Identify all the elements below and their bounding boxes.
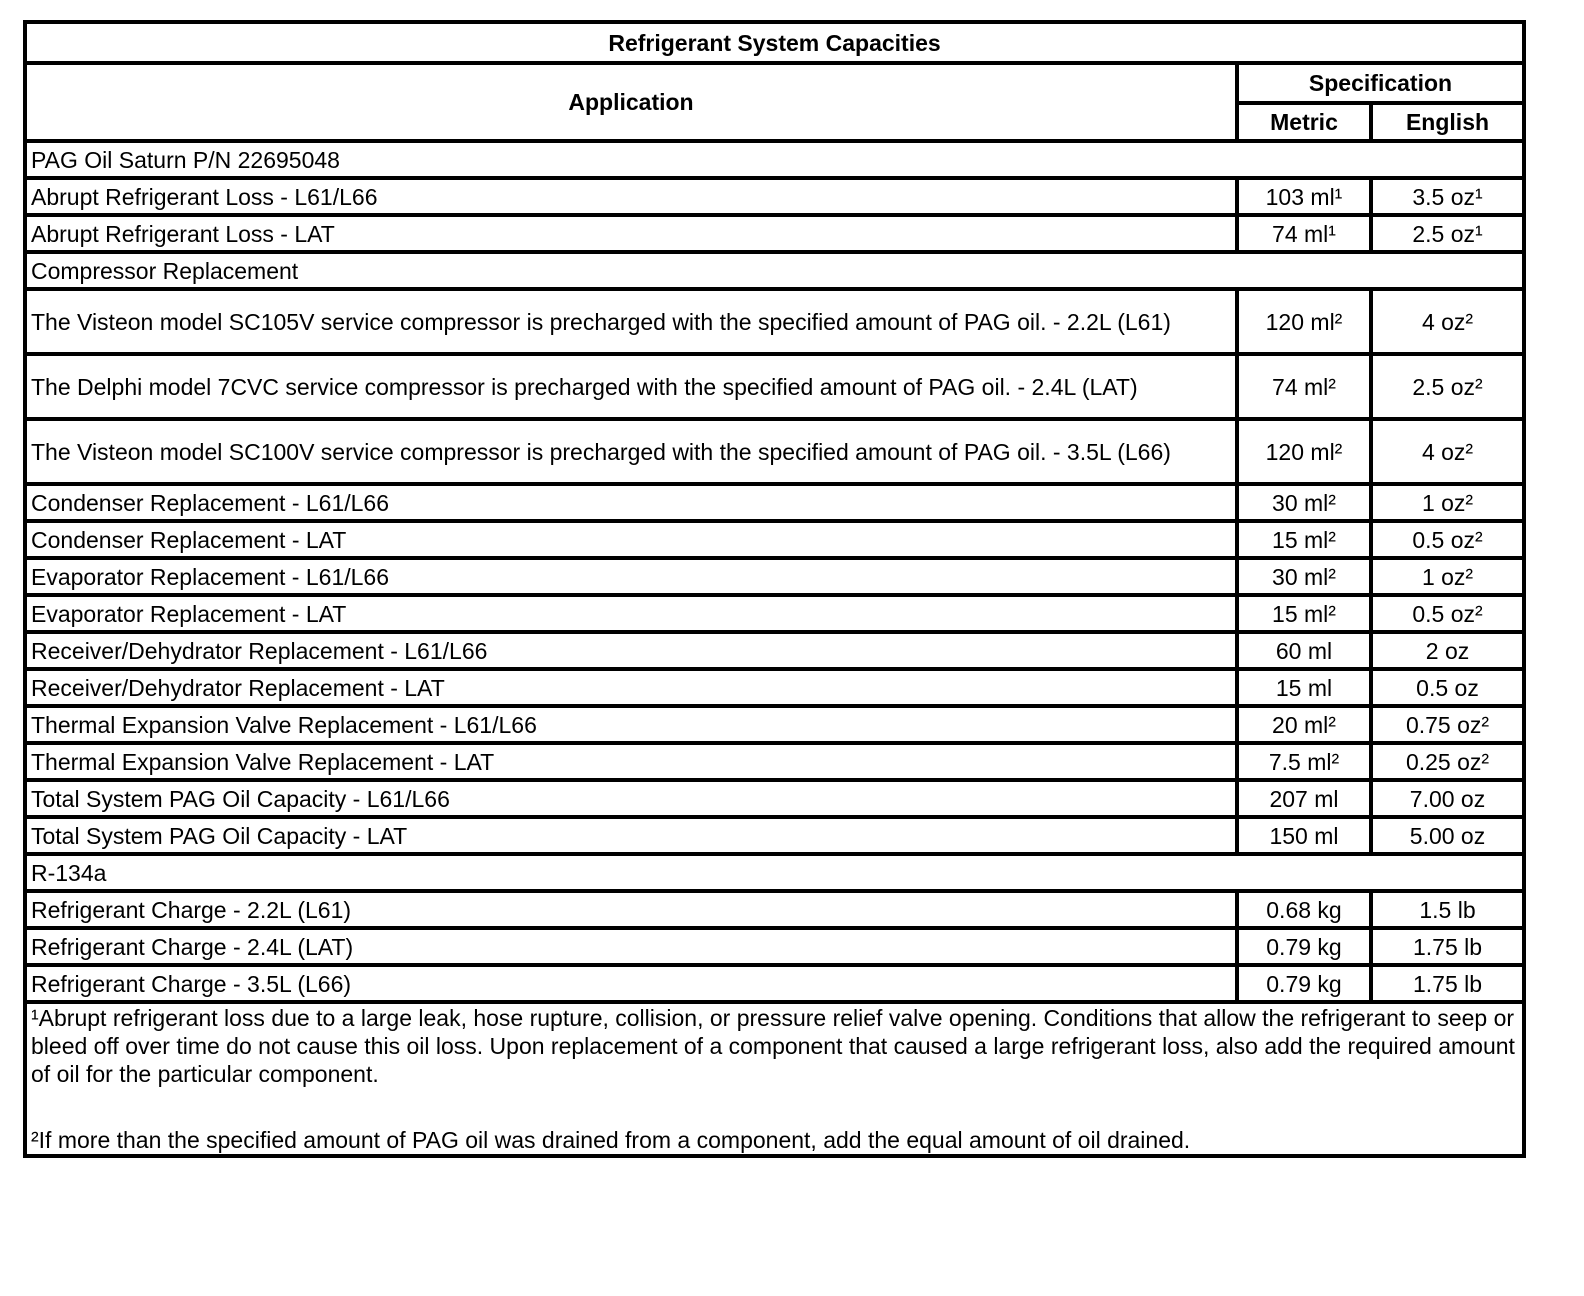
metric-cell: 207 ml <box>1237 780 1371 817</box>
table-row <box>25 891 1524 928</box>
application-cell: Evaporator Replacement - LAT <box>25 595 1237 632</box>
application-cell: Total System PAG Oil Capacity - LAT <box>25 817 1237 854</box>
table-row <box>25 780 1524 817</box>
table-row <box>25 521 1524 558</box>
table-title: Refrigerant System Capacities <box>25 22 1524 63</box>
english-cell: 4 oz² <box>1371 419 1524 484</box>
footnote-1: ¹Abrupt refrigerant loss due to a large leak, hose rupture, collision, or pressure relief valve opening. Conditions that allow the refrigerant to seep or bleed off over time do not cause this oil loss. Upon replacement of a component that caused a large refrigerant loss, also add the required amount of oil for the particular component. <box>31 1005 1515 1087</box>
application-cell: Refrigerant Charge - 3.5L (L66) <box>25 965 1237 1002</box>
table-row <box>25 743 1524 780</box>
header-specification: Specification <box>1237 63 1524 103</box>
application-cell: Total System PAG Oil Capacity - L61/L66 <box>25 780 1237 817</box>
metric-cell: 20 ml² <box>1237 706 1371 743</box>
metric-cell: 120 ml² <box>1237 419 1371 484</box>
english-cell: 0.5 oz² <box>1371 595 1524 632</box>
metric-cell: 74 ml¹ <box>1237 215 1371 252</box>
section-row <box>25 854 1524 891</box>
refrigerant-capacities-table <box>23 20 1526 1158</box>
section-row <box>25 252 1524 289</box>
application-cell: Thermal Expansion Valve Replacement - L61/L66 <box>25 706 1237 743</box>
metric-cell: 150 ml <box>1237 817 1371 854</box>
table-row <box>25 558 1524 595</box>
table-row <box>25 289 1524 354</box>
application-cell: Evaporator Replacement - L61/L66 <box>25 558 1237 595</box>
english-cell: 3.5 oz¹ <box>1371 178 1524 215</box>
english-cell: 5.00 oz <box>1371 817 1524 854</box>
application-cell: Receiver/Dehydrator Replacement - LAT <box>25 669 1237 706</box>
table-row <box>25 632 1524 669</box>
english-cell: 0.75 oz² <box>1371 706 1524 743</box>
metric-cell: 30 ml² <box>1237 484 1371 521</box>
metric-cell: 15 ml <box>1237 669 1371 706</box>
table-row <box>25 965 1524 1002</box>
english-cell: 2.5 oz² <box>1371 354 1524 419</box>
application-cell: Condenser Replacement - L61/L66 <box>25 484 1237 521</box>
english-cell: 1.75 lb <box>1371 965 1524 1002</box>
application-cell: The Delphi model 7CVC service compressor is precharged with the specified amount of PAG oil. - 2.4L (LAT) <box>25 354 1237 419</box>
english-cell: 1.5 lb <box>1371 891 1524 928</box>
metric-cell: 0.79 kg <box>1237 928 1371 965</box>
english-cell: 0.5 oz² <box>1371 521 1524 558</box>
table-row <box>25 354 1524 419</box>
english-cell: 4 oz² <box>1371 289 1524 354</box>
english-cell: 0.5 oz <box>1371 669 1524 706</box>
metric-cell: 60 ml <box>1237 632 1371 669</box>
header-english: English <box>1371 103 1524 141</box>
table-row <box>25 484 1524 521</box>
english-cell: 1 oz² <box>1371 558 1524 595</box>
table-row <box>25 706 1524 743</box>
application-cell: Condenser Replacement - LAT <box>25 521 1237 558</box>
section-row <box>25 141 1524 178</box>
metric-cell: 15 ml² <box>1237 595 1371 632</box>
english-cell: 2 oz <box>1371 632 1524 669</box>
metric-cell: 7.5 ml² <box>1237 743 1371 780</box>
header-metric: Metric <box>1237 103 1371 141</box>
application-cell: Receiver/Dehydrator Replacement - L61/L66 <box>25 632 1237 669</box>
table-row <box>25 817 1524 854</box>
metric-cell: 74 ml² <box>1237 354 1371 419</box>
english-cell: 7.00 oz <box>1371 780 1524 817</box>
application-cell: Refrigerant Charge - 2.2L (L61) <box>25 891 1237 928</box>
header-application: Application <box>25 63 1237 141</box>
metric-cell: 0.68 kg <box>1237 891 1371 928</box>
application-cell: Thermal Expansion Valve Replacement - LAT <box>25 743 1237 780</box>
application-cell: Abrupt Refrigerant Loss - L61/L66 <box>25 178 1237 215</box>
metric-cell: 30 ml² <box>1237 558 1371 595</box>
notes-row <box>25 1002 1524 1156</box>
metric-cell: 0.79 kg <box>1237 965 1371 1002</box>
section-label-pag-oil: PAG Oil Saturn P/N 22695048 <box>25 141 1524 178</box>
metric-cell: 103 ml¹ <box>1237 178 1371 215</box>
english-cell: 2.5 oz¹ <box>1371 215 1524 252</box>
english-cell: 0.25 oz² <box>1371 743 1524 780</box>
english-cell: 1 oz² <box>1371 484 1524 521</box>
table-row <box>25 419 1524 484</box>
application-cell: Refrigerant Charge - 2.4L (LAT) <box>25 928 1237 965</box>
footnotes <box>25 1002 1524 1156</box>
table-row <box>25 178 1524 215</box>
footnote-2: ²If more than the specified amount of PAG oil was drained from a component, add the equal amount of oil drained. <box>31 1127 1191 1153</box>
metric-cell: 15 ml² <box>1237 521 1371 558</box>
application-cell: The Visteon model SC100V service compressor is precharged with the specified amount of PAG oil. - 3.5L (L66) <box>25 419 1237 484</box>
table-row <box>25 928 1524 965</box>
english-cell: 1.75 lb <box>1371 928 1524 965</box>
footnote-spacer <box>31 1088 1518 1126</box>
metric-cell: 120 ml² <box>1237 289 1371 354</box>
table-row <box>25 215 1524 252</box>
section-label-r134a: R-134a <box>25 854 1524 891</box>
table-row <box>25 595 1524 632</box>
table-row <box>25 669 1524 706</box>
application-cell: Abrupt Refrigerant Loss - LAT <box>25 215 1237 252</box>
application-cell: The Visteon model SC105V service compressor is precharged with the specified amount of PAG oil. - 2.2L (L61) <box>25 289 1237 354</box>
section-label-compressor: Compressor Replacement <box>25 252 1524 289</box>
